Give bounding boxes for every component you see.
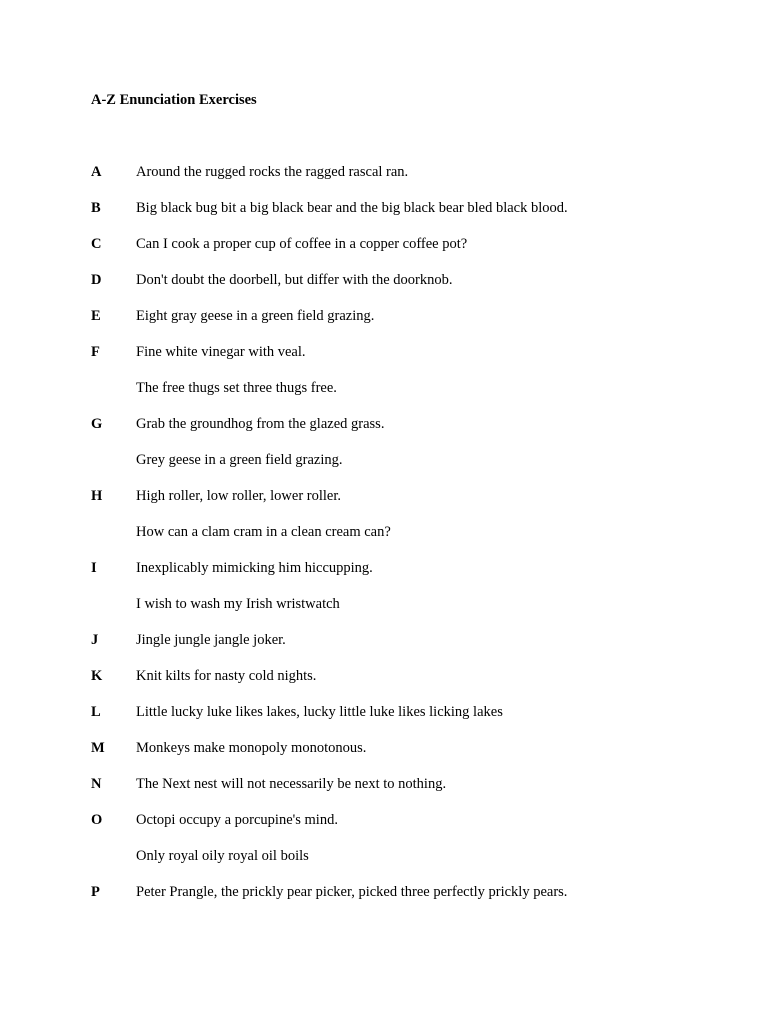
exercise-text: The free thugs set three thugs free. (136, 380, 337, 396)
exercise-text: I wish to wash my Irish wristwatch (136, 596, 340, 612)
exercise-row (0, 344, 768, 380)
exercise-letter: F (91, 344, 100, 360)
exercise-row (0, 668, 768, 704)
document-title: A-Z Enunciation Exercises (91, 92, 257, 108)
exercise-letter: M (91, 740, 105, 756)
exercise-row (0, 200, 768, 236)
exercise-text: Inexplicably mimicking him hiccupping. (136, 560, 373, 576)
exercise-row (0, 596, 768, 632)
exercise-letter: B (91, 200, 101, 216)
exercise-row (0, 884, 768, 920)
exercise-row (0, 272, 768, 308)
exercise-text: Around the rugged rocks the ragged rascal ran. (136, 164, 409, 180)
exercise-row (0, 632, 768, 668)
exercise-row (0, 236, 768, 272)
exercise-text: Grab the groundhog from the glazed grass. (136, 416, 385, 432)
exercise-text: Knit kilts for nasty cold nights. (136, 668, 317, 684)
exercise-letter: P (91, 884, 100, 900)
exercise-text: Fine white vinegar with veal. (136, 344, 306, 360)
exercise-letter: E (91, 308, 101, 324)
exercise-row (0, 380, 768, 416)
exercise-text: Little lucky luke likes lakes, lucky little luke likes licking lakes (136, 704, 503, 720)
exercise-letter: J (91, 632, 99, 648)
exercise-letter: K (91, 668, 103, 684)
exercise-letter: L (91, 704, 101, 720)
exercise-text: High roller, low roller, lower roller. (136, 488, 342, 504)
exercise-letter: C (91, 236, 102, 252)
exercise-row (0, 308, 768, 344)
exercise-text: Only royal oily royal oil boils (136, 848, 309, 864)
exercise-letter: G (91, 416, 103, 432)
exercise-row (0, 740, 768, 776)
exercise-text: How can a clam cram in a clean cream can? (136, 524, 391, 540)
exercise-letter: D (91, 272, 102, 288)
exercise-row (0, 488, 768, 524)
exercise-list (0, 164, 768, 920)
exercise-row (0, 560, 768, 596)
exercise-row (0, 704, 768, 740)
exercise-row (0, 848, 768, 884)
exercise-row (0, 524, 768, 560)
exercise-text: The Next nest will not necessarily be next to nothing. (136, 776, 447, 792)
exercise-text: Don't doubt the doorbell, but differ with the doorknob. (136, 272, 453, 288)
exercise-text: Can I cook a proper cup of coffee in a copper coffee pot? (136, 236, 468, 252)
exercise-row (0, 776, 768, 812)
exercise-row (0, 812, 768, 848)
exercise-text: Octopi occupy a porcupine's mind. (136, 812, 338, 828)
exercise-row (0, 452, 768, 488)
exercise-letter: I (91, 560, 97, 576)
exercise-letter: O (91, 812, 103, 828)
exercise-row (0, 164, 768, 200)
exercise-text: Big black bug bit a big black bear and the big black bear bled black blood. (136, 200, 568, 216)
exercise-text: Grey geese in a green field grazing. (136, 452, 343, 468)
exercise-letter: N (91, 776, 102, 792)
exercise-text: Jingle jungle jangle joker. (136, 632, 286, 648)
exercise-text: Monkeys make monopoly monotonous. (136, 740, 367, 756)
exercise-text: Eight gray geese in a green field grazing. (136, 308, 375, 324)
exercise-text: Peter Prangle, the prickly pear picker, picked three perfectly prickly pears. (136, 884, 568, 900)
exercise-letter: A (91, 164, 102, 180)
exercise-row (0, 416, 768, 452)
exercise-letter: H (91, 488, 103, 504)
